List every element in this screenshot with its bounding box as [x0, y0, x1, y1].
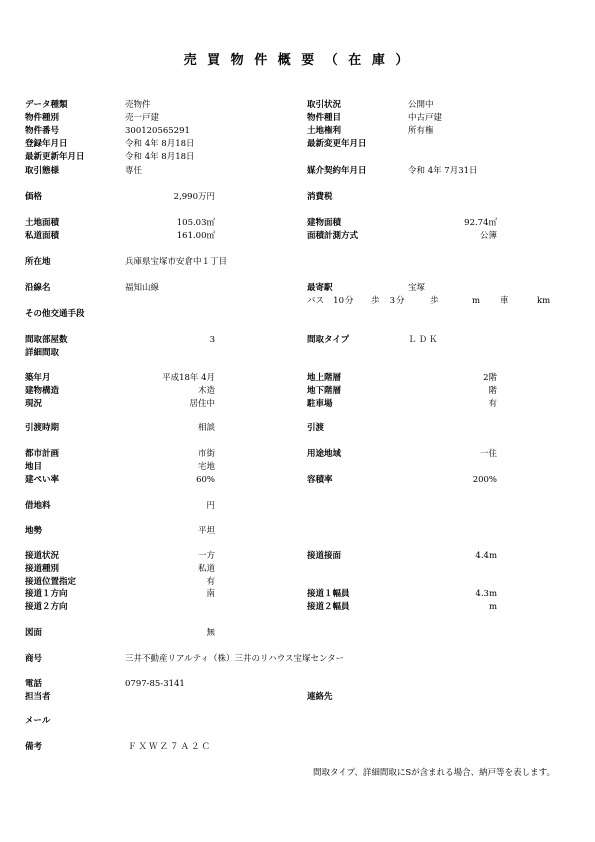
label-floor-area-ratio: 容積率: [307, 475, 333, 485]
value-zoning: 一住: [479, 449, 497, 459]
label-property-type: 物件種別: [25, 113, 60, 123]
label-road-type: 接道種別: [25, 564, 60, 574]
value-road-width2: m: [488, 602, 497, 612]
value-km-unit: km: [537, 296, 551, 306]
value-land-rent: 円: [206, 501, 215, 511]
value-road-width1: 4.3m: [475, 589, 497, 599]
label-remarks: 備考: [25, 742, 43, 752]
value-layout-type: ＬＤＫ: [408, 335, 440, 345]
value-road-status: 一方: [197, 551, 215, 561]
label-land-rights: 土地権利: [307, 126, 342, 136]
label-land-rent: 借地料: [25, 501, 51, 511]
label-nearest-station: 最寄駅: [307, 283, 333, 293]
value-city-planning: 市街: [197, 449, 215, 459]
label-zoning: 用途地域: [307, 449, 342, 459]
value-brokerage-expiry: 令和 4年 7月31日: [408, 166, 478, 176]
label-walk-minutes-unit: 分: [396, 296, 405, 306]
label-private-road-area: 私道面積: [25, 231, 60, 241]
value-building-area: 92.74㎡: [464, 218, 497, 228]
label-floors-below: 地下階層: [307, 386, 342, 396]
label-property-no: 物件番号: [25, 126, 60, 136]
value-rooms: 3: [209, 335, 215, 345]
label-handover-time: 引渡時期: [25, 423, 60, 433]
value-price: 2,990万円: [173, 192, 215, 202]
label-last-changed: 最新変更年月日: [307, 139, 367, 149]
label-other-transport: その他交通手段: [25, 309, 85, 319]
label-building-area: 建物面積: [307, 218, 342, 228]
label-transaction-mode: 取引態様: [25, 166, 60, 176]
value-floors-below: 階: [488, 386, 497, 396]
label-drawing: 図面: [25, 628, 43, 638]
value-private-road-area: 161.00㎡: [176, 231, 215, 241]
label-built: 築年月: [25, 373, 51, 383]
value-line: 福知山線: [125, 283, 160, 293]
label-transaction-status: 取引状況: [307, 100, 342, 110]
label-walk: 歩: [371, 296, 380, 306]
label-handover: 引渡: [307, 423, 325, 433]
value-property-type: 売一戸建: [125, 113, 160, 123]
value-phone: 0797-85-3141: [125, 679, 185, 689]
value-land-category: 宅地: [197, 462, 215, 472]
label-road-dir1: 接道１方向: [25, 589, 68, 599]
value-coverage-ratio: 60%: [196, 475, 215, 485]
value-parking: 有: [488, 399, 497, 409]
label-layout-type: 間取タイプ: [307, 335, 350, 345]
value-built: 平成18年 4月: [162, 373, 215, 383]
label-walk-2: 歩: [430, 296, 439, 306]
label-road-width2: 接道２幅員: [307, 602, 350, 612]
label-consumption-tax: 消費税: [307, 192, 333, 202]
value-walk-minutes: 3: [389, 296, 395, 306]
label-status: 現況: [25, 399, 43, 409]
label-floors-above: 地上階層: [307, 373, 342, 383]
label-last-updated: 最新更新年月日: [25, 152, 85, 162]
label-data-type: データ種類: [25, 100, 68, 110]
value-nearest-station: 宝塚: [408, 283, 426, 293]
label-property-item: 物件種目: [307, 113, 342, 123]
value-road-position: 有: [206, 577, 215, 587]
label-layout-detail: 詳細間取: [25, 348, 60, 358]
label-brokerage-expiry: 媒介契約年月日: [307, 166, 367, 176]
value-transaction-status: 公開中: [408, 100, 434, 110]
value-road-dir1: 南: [206, 589, 215, 599]
label-land-area: 土地面積: [25, 218, 60, 228]
value-land-rights: 所有権: [408, 126, 434, 136]
label-road-position: 接道位置指定: [25, 577, 77, 587]
label-email: メール: [25, 716, 51, 726]
value-registered-date: 令和 4年 8月18日: [125, 139, 195, 149]
label-location: 所在地: [25, 257, 51, 267]
value-road-frontage: 4.4m: [475, 551, 497, 561]
value-property-item: 中古戸建: [408, 113, 443, 123]
label-price: 価格: [25, 192, 43, 202]
label-contact: 連絡先: [307, 692, 333, 702]
value-property-no: 300120565291: [125, 126, 190, 136]
label-road-status: 接道状況: [25, 551, 60, 561]
value-land-area: 105.03㎡: [176, 218, 215, 228]
label-city-planning: 都市計画: [25, 449, 60, 459]
document-title: 売 買 物 件 概 要 （ 在 庫 ）: [183, 53, 412, 68]
value-terrain: 平坦: [197, 526, 215, 536]
value-handover-time: 相談: [197, 423, 215, 433]
label-structure: 建物構造: [25, 386, 60, 396]
label-parking: 駐車場: [307, 399, 333, 409]
value-status: 居住中: [189, 399, 215, 409]
label-road-width1: 接道１幅員: [307, 589, 350, 599]
label-bus-minutes-unit: 分: [345, 296, 354, 306]
label-company: 商号: [25, 654, 43, 664]
footnote: 間取タイプ、詳細間取にSが含まれる場合、納戸等を表します。: [312, 768, 555, 778]
value-data-type: 売物件: [125, 100, 151, 110]
value-floor-area-ratio: 200%: [472, 475, 497, 485]
value-road-type: 私道: [197, 564, 215, 574]
label-phone: 電話: [25, 679, 43, 689]
label-line: 沿線名: [25, 283, 51, 293]
label-terrain: 地勢: [25, 526, 43, 536]
value-bus-minutes: 10: [333, 296, 344, 306]
label-land-category: 地目: [25, 462, 43, 472]
value-location: 兵庫県宝塚市安倉中１丁目: [125, 257, 228, 267]
value-transaction-mode: 専任: [125, 166, 143, 176]
label-bus: バス: [307, 296, 325, 306]
value-m-unit: m: [472, 296, 481, 306]
label-coverage-ratio: 建ぺい率: [25, 475, 60, 485]
value-drawing: 無: [206, 628, 215, 638]
value-company: 三井不動産リアルティ（株）三井のリハウス宝塚センター: [125, 654, 345, 664]
label-area-method: 面積計測方式: [307, 231, 359, 241]
value-last-updated: 令和 4年 8月18日: [125, 152, 195, 162]
value-remarks: ＦＸＷＺ７Ａ２Ｃ: [128, 742, 213, 752]
label-road-frontage: 接道接面: [307, 551, 342, 561]
label-car: 車: [500, 296, 509, 306]
label-contact-person: 担当者: [25, 692, 51, 702]
label-registered-date: 登録年月日: [25, 139, 68, 149]
value-area-method: 公簿: [479, 231, 497, 241]
value-floors-above: 2階: [483, 373, 497, 383]
label-rooms: 間取部屋数: [25, 335, 68, 345]
label-road-dir2: 接道２方向: [25, 602, 68, 612]
value-structure: 木造: [197, 386, 215, 396]
